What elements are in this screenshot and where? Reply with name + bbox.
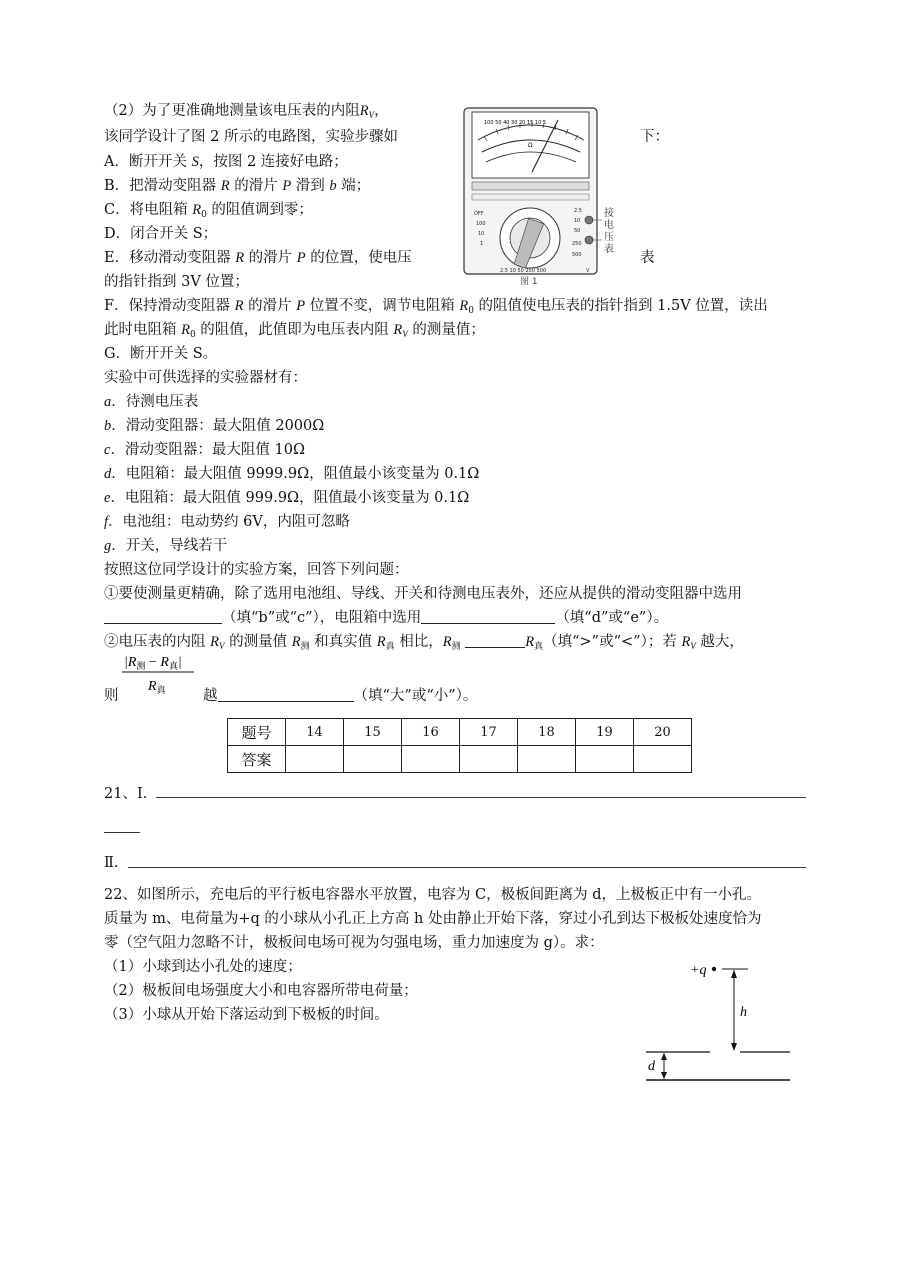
table-number-16: 16 [402,719,460,746]
table-number-17: 17 [460,719,518,746]
side-label-3: 表 [604,244,614,255]
dial-right-0: 2.5 [574,208,582,214]
multimeter-svg [462,100,638,286]
side-label-0: 接 [604,208,614,219]
answer-cell-16[interactable] [402,746,460,773]
question-2-line-1: ②电压表的内阻 $R_V$ 的测量值 $R_测$ 和真实值 $R_真$ 相比，$R_测$ $R_真$（填“>”或“<”）；若 $R_V$ 越大， [104,634,744,652]
blank-compare[interactable] [465,633,525,648]
answer-cell-17[interactable] [460,746,518,773]
q22-sub-2: （2）极板间电场强度大小和电容器所带电荷量； [104,983,418,999]
answer-cell-19[interactable] [576,746,634,773]
step-g: G．断开开关 S。 [104,346,218,362]
dial-right-1: 10 [574,218,581,224]
part2-line-1: （2）为了更准确地测量该电压表的内阻$R_V$， [104,103,389,120]
q22-line-2: 质量为 m、电荷量为+q 的小球从小孔正上方高 h 处由静止开始下落，穿过小孔到达下极板处速度恰为 [104,911,762,927]
figure-caption: 图 1 [520,277,538,286]
multimeter-figure [462,100,638,286]
step-a: A．断开开关 S，按图 2 连接好电路； [104,154,348,170]
fraction-svg [120,646,200,696]
q22-sub-3: （3）小球从开始下落运动到下极板的时间。 [104,1007,389,1023]
relative-error-fraction [120,646,200,696]
material-d: d．电阻箱：最大阻值 9999.9Ω，阻值最小该变量为 0.1Ω [104,466,480,482]
material-f: f．电池组：电动势约 6V，内阻可忽略 [104,514,350,530]
dial-right-4: 500 [572,252,582,258]
charged-ball [712,967,716,971]
step-f-2: 此时电阻箱 $R_0$ 的阻值，此值即为电压表内阻 $R_V$ 的测量值； [104,322,485,340]
answer-prompt: 按照这位同学设计的实验方案，回答下列问题： [104,562,409,578]
material-e: e．电阻箱：最大阻值 999.9Ω，阻值最小该变量为 0.1Ω [104,490,470,506]
step-d: D．闭合开关 S； [104,226,218,242]
table-number-19: 19 [576,719,634,746]
q21-answer-line-1-cont[interactable] [104,832,140,833]
gap-arrow-down [661,1072,667,1079]
dial-left-2: 10 [478,231,485,237]
question-1-line-1: ①要使测量更精确，除了选用电池组、导线、开关和待测电压表外，还应从提供的滑动变阻器中选用 [104,586,742,602]
step-e-end: 表 [640,250,655,266]
dial-right-3: 250 [572,241,582,247]
scale-ohm-symbol: Ω [528,142,533,149]
dial-left-0: OFF [474,211,484,217]
answer-cell-14[interactable] [286,746,344,773]
gap-arrow-up [661,1053,667,1060]
step-e-2: 的指针指到 3V 位置； [104,274,249,290]
step-c: C．将电阻箱 $R_0$ 的阻值调到零； [104,202,313,220]
dial-unit-v: V [586,268,590,274]
table-number-15: 15 [344,719,402,746]
table-number-20: 20 [634,719,692,746]
height-arrow-up [731,970,737,978]
q22-line-3: 零（空气阻力忽略不计，极板间电场可视为匀强电场，重力加速度为 g）。求： [104,935,604,951]
material-b: b．滑动变阻器：最大阻值 2000Ω [104,418,325,434]
dial-bottom: 2.5 10 50 250 500 [500,268,547,274]
fraction-numerator: $|R_测 - R_真|$ [124,655,182,671]
scale-top-text: 100 50 40 30 20 15 10 5 [484,120,547,126]
q21-answer-line-2[interactable] [128,867,806,868]
q21-label-1: 21、I. [104,786,148,802]
terminal-minus [585,236,593,244]
table-answer-label: 答案 [228,746,286,773]
meter-range-strip [472,194,589,200]
blank-resistance-box[interactable] [421,609,555,624]
table-header-label: 题号 [228,719,286,746]
q22-sub-1: （1）小球到达小孔处的速度； [104,959,302,975]
blank-rheostat[interactable] [104,609,222,624]
q21-answer-line-1[interactable] [156,797,806,798]
step-f-1: F．保持滑动变阻器 R 的滑片 P 位置不变，调节电阻箱 $R_0$ 的阻值使电压表的指针指到 1.5V 位置，读出 [104,298,768,316]
table-number-14: 14 [286,719,344,746]
dial-right-2: 50 [574,228,581,234]
side-label-2: 压 [604,232,614,243]
question-3-end: 越 （填“大”或“小”）。 [203,688,478,704]
answer-table [227,718,692,773]
height-arrow-down [731,1043,737,1051]
part2-line-2-end: 下： [640,129,669,145]
answer-cell-20[interactable] [634,746,692,773]
q21-label-2: Ⅱ. [104,855,119,871]
height-label: h [740,1005,747,1020]
question-3: 则 [104,688,119,704]
material-g: g．开关，导线若干 [104,538,228,554]
step-e: E．移动滑动变阻器 R 的滑片 P 的位置，使电压 [104,250,412,266]
side-label-1: 电 [604,220,614,231]
dial-left-1: 100 [476,221,486,227]
material-a: a．待测电压表 [104,394,199,410]
material-c: c．滑动变阻器：最大阻值 10Ω [104,442,306,458]
terminal-plus [585,216,593,224]
fraction-denominator: $R_真$ [148,679,166,695]
meter-adjust-strip [472,182,589,190]
table-number-18: 18 [518,719,576,746]
step-b: B．把滑动变阻器 R 的滑片 P 滑到 b 端； [104,178,371,194]
answer-table-header-row [228,719,692,746]
answer-cell-15[interactable] [344,746,402,773]
answer-cell-18[interactable] [518,746,576,773]
capacitor-svg [640,960,800,1086]
charge-label: +q [690,963,707,978]
blank-trend[interactable] [218,687,354,702]
part2-line-2: 该同学设计了图 2 所示的电路图，实验步骤如 [104,129,398,145]
answer-table-answer-row [228,746,692,773]
gap-label: d [648,1059,655,1074]
question-1-line-2: （填“b”或“c”），电阻箱中选用 （填“d”或“e”）。 [104,609,668,627]
dial-left-3: 1 [480,241,484,247]
q22-line-1: 22、如图所示，充电后的平行板电容器水平放置，电容为 C，极板间距离为 d，上极板正中有一小孔。 [104,887,762,903]
materials-title: 实验中可供选择的实验器材有： [104,370,307,386]
capacitor-figure [640,960,800,1086]
